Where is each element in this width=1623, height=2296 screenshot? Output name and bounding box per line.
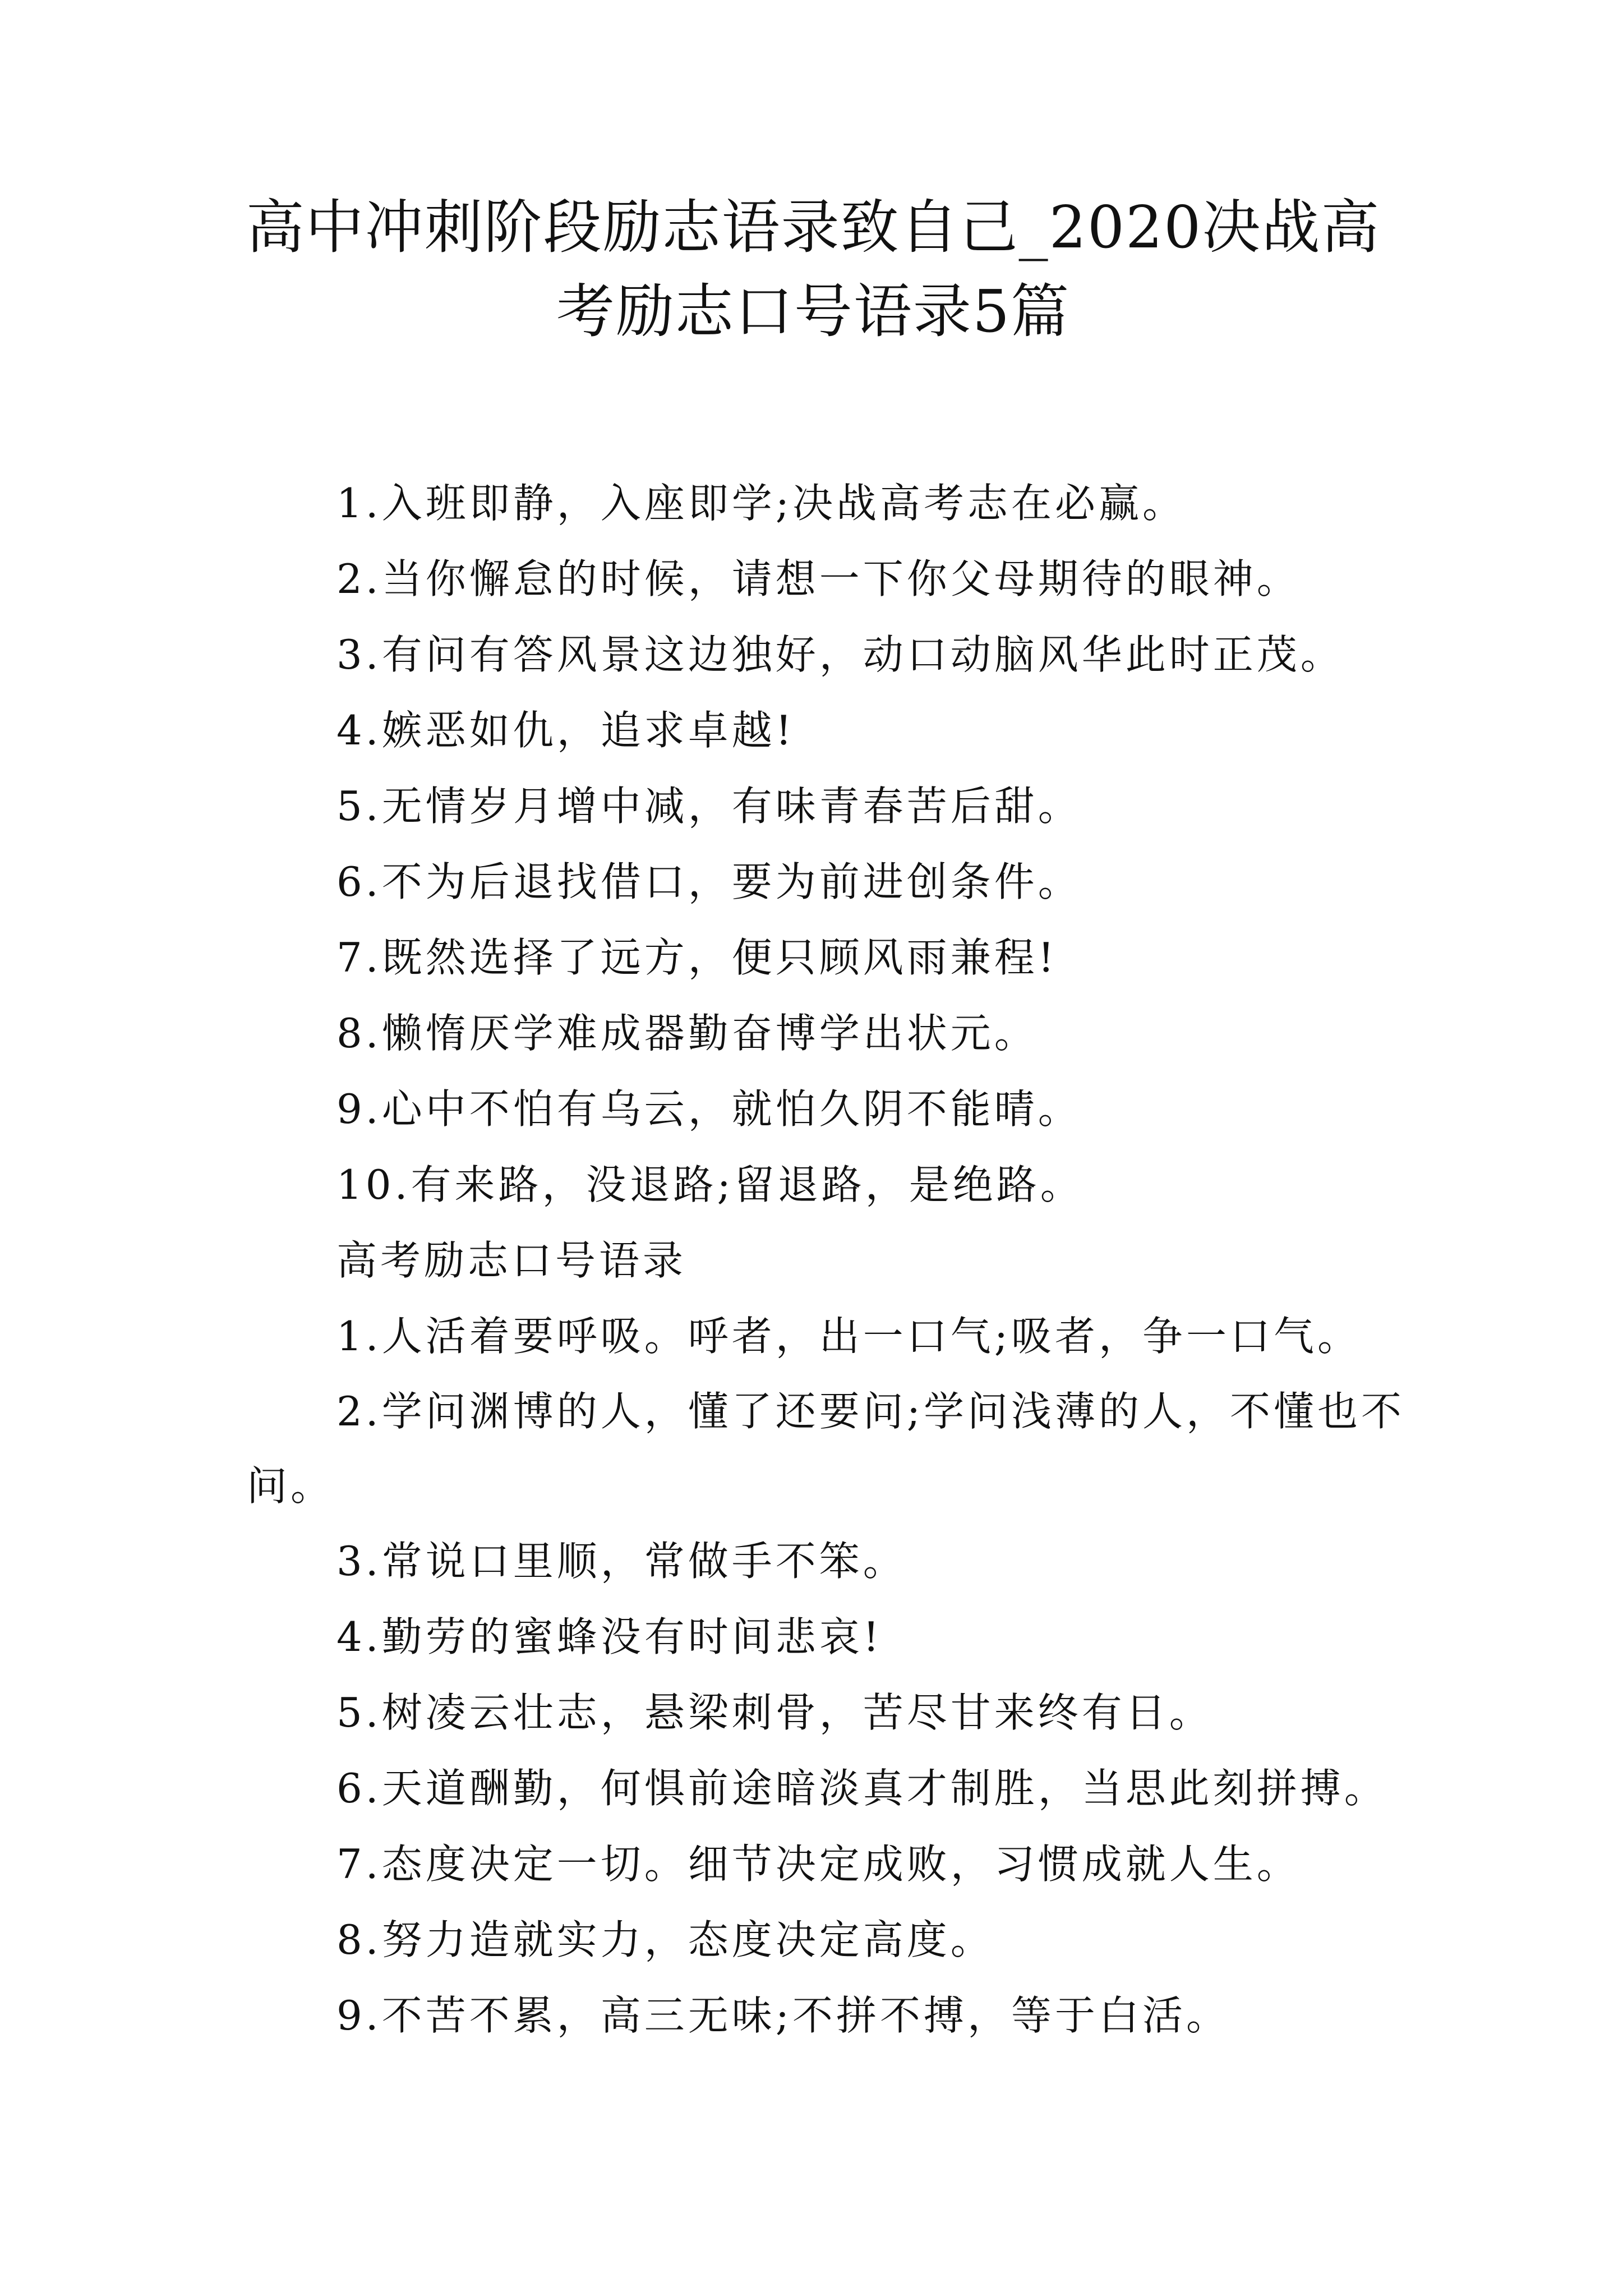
section-heading: 高考励志口号语录 <box>336 1237 687 1284</box>
paragraph: 10.有来路，没退路;留退路，是绝路。 <box>336 1161 1084 1208</box>
title-line-2: 考励志口号语录5篇 <box>556 277 1071 346</box>
paragraph: 7.既然选择了远方，便只顾风雨兼程! <box>336 934 1058 981</box>
paragraph: 3.有问有答风景这边独好，动口动脑风华此时正茂。 <box>336 631 1344 678</box>
paragraph: 5.无情岁月增中减，有味青春苦后甜。 <box>336 783 1082 830</box>
paragraph: 7.态度决定一切。细节决定成败，习惯成就人生。 <box>336 1841 1301 1888</box>
paragraph: 4.勤劳的蜜蜂没有时间悲哀! <box>336 1613 883 1660</box>
paragraph: 1.人活着要呼吸。呼者，出一口气;吸者，争一口气。 <box>336 1313 1361 1360</box>
paragraph: 2.学问渊博的人，懂了还要问;学问浅薄的人，不懂也不问。 <box>247 1388 1405 1510</box>
document-body <box>247 466 1413 2054</box>
paragraph: 4.嫉恶如仇，追求卓越! <box>336 707 795 754</box>
paragraph: 6.天道酬勤，何惧前途暗淡真才制胜，当思此刻拼搏。 <box>336 1765 1388 1812</box>
paragraph: 2.当你懈怠的时候，请想一下你父母期待的眼神。 <box>336 555 1301 602</box>
paragraph: 8.懒惰厌学难成器勤奋博学出状元。 <box>336 1010 1038 1057</box>
paragraph: 9.心中不怕有乌云，就怕久阴不能晴。 <box>336 1085 1082 1133</box>
paragraph: 1.入班即静，入座即学;决战高考志在必赢。 <box>336 480 1186 527</box>
title-line-1: 高中冲刺阶段励志语录致自己_2020决战高 <box>246 193 1381 261</box>
paragraph: 9.不苦不累，高三无味;不拼不搏，等于白活。 <box>336 1992 1230 2039</box>
paragraph: 6.不为后退找借口，要为前进创条件。 <box>336 858 1082 905</box>
paragraph: 3.常说口里顺，常做手不笨。 <box>336 1538 907 1585</box>
document-title <box>236 185 1391 353</box>
paragraph: 5.树凌云壮志，悬梁刺骨，苦尽甘来终有日。 <box>336 1689 1213 1736</box>
paragraph: 8.努力造就实力，态度决定高度。 <box>336 1916 994 1963</box>
